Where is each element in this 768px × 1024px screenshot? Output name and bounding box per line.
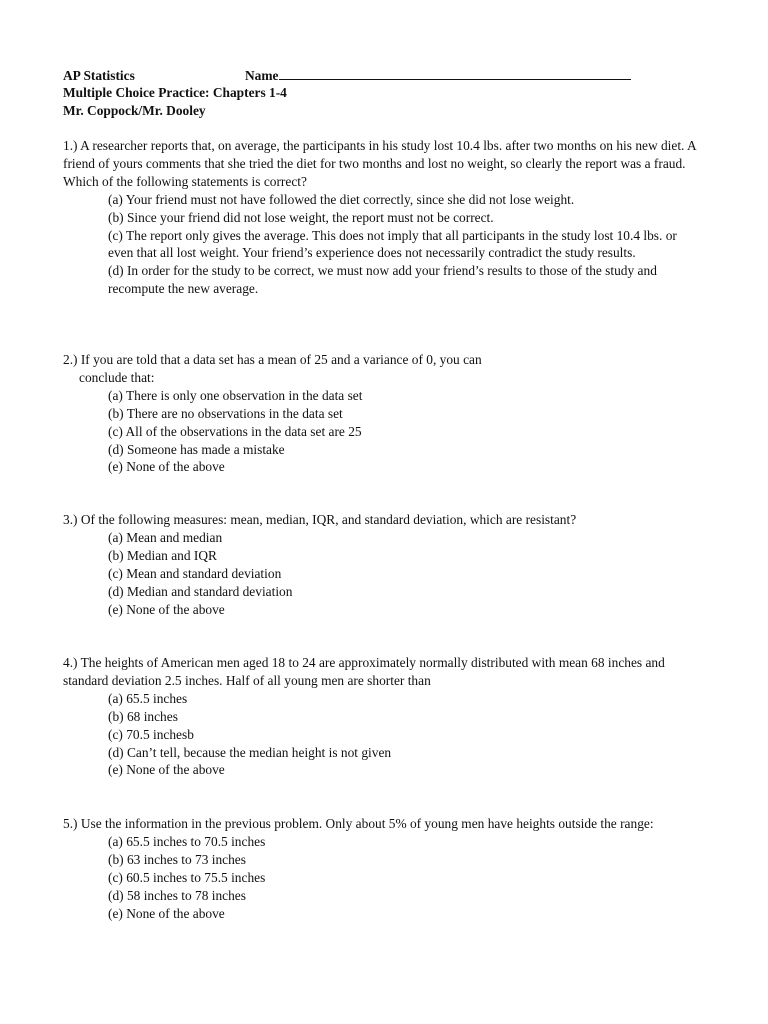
answer-option-c: (c) All of the observations in the data set are 25 (108, 423, 362, 439)
header-row-course (63, 66, 703, 84)
answer-options (63, 833, 703, 923)
name-label: Name (245, 68, 279, 83)
answer-option-a: (a) There is only one observation in the data set (108, 387, 363, 403)
answer-option-a: (a) 65.5 inches (108, 690, 188, 706)
question-stem-continued: conclude that: (79, 369, 155, 385)
question-1 (63, 137, 703, 298)
worksheet-subtitle: Multiple Choice Practice: Chapters 1-4 (63, 85, 287, 100)
answer-options (63, 387, 703, 477)
question-2 (63, 351, 703, 476)
answer-option-d: (d) Someone has made a mistake (108, 441, 285, 457)
answer-option-a: (a) Mean and median (108, 529, 223, 545)
answer-option-b: (b) There are no observations in the data set (108, 405, 343, 421)
answer-option-c: (c) 70.5 inchesb (108, 726, 194, 742)
course-title: AP Statistics (63, 68, 135, 83)
answer-option-c: (c) Mean and standard deviation (108, 565, 282, 581)
name-blank-line[interactable] (279, 66, 631, 80)
answer-option-b: (b) Median and IQR (108, 547, 217, 563)
question-stem: 4.) The heights of American men aged 18 to 24 are approximately normally distributed with mean 68 inches and standard deviation 2.5 inches. Half of all young men are shorter than (63, 655, 665, 688)
question-stem: 3.) Of the following measures: mean, median, IQR, and standard deviation, which are resistant? (63, 512, 577, 527)
answer-option-b: (b) Since your friend did not lose weight, the report must not be correct. (108, 209, 494, 225)
question-3 (63, 511, 703, 618)
answer-options (63, 529, 703, 619)
answer-option-e: (e) None of the above (108, 762, 225, 778)
answer-option-e: (e) None of the above (108, 459, 225, 475)
answer-options (63, 690, 703, 780)
answer-option-d: (d) 58 inches to 78 inches (108, 887, 246, 903)
answer-option-a: (a) Your friend must not have followed the diet correctly, since she did not lose weight. (108, 191, 575, 207)
question-stem: 5.) Use the information in the previous problem. Only about 5% of young men have heights outside the range: (63, 816, 654, 831)
teacher-names: Mr. Coppock/Mr. Dooley (63, 103, 206, 118)
worksheet-header (63, 66, 703, 120)
question-5 (63, 815, 703, 922)
question-stem: 1.) A researcher reports that, on average, the participants in his study lost 10.4 lbs. after two months on his new diet. A friend of yours comments that she tried the diet for two months and lost no weight, so clearly the report was a fraud. Which of the following statements is correct? (63, 138, 696, 189)
answer-option-e: (e) None of the above (108, 601, 225, 617)
answer-option-d: (d) In order for the study to be correct, we must now add your friend’s results to those of the study and recompute the new average. (108, 263, 657, 297)
answer-option-c: (c) 60.5 inches to 75.5 inches (108, 869, 266, 885)
answer-option-a: (a) 65.5 inches to 70.5 inches (108, 833, 266, 849)
answer-option-e: (e) None of the above (108, 905, 225, 921)
answer-option-c: (c) The report only gives the average. This does not imply that all participants in the study lost 10.4 lbs. or even that all lost weight. Your friend’s experience does not necessarily contradict the study results. (108, 227, 677, 261)
question-4 (63, 654, 703, 779)
answer-option-b: (b) 63 inches to 73 inches (108, 851, 246, 867)
answer-option-d: (d) Can’t tell, because the median height is not given (108, 744, 392, 760)
answer-option-b: (b) 68 inches (108, 708, 178, 724)
answer-options (63, 191, 703, 298)
answer-option-d: (d) Median and standard deviation (108, 583, 293, 599)
question-stem: 2.) If you are told that a data set has a mean of 25 and a variance of 0, you can (63, 352, 482, 367)
